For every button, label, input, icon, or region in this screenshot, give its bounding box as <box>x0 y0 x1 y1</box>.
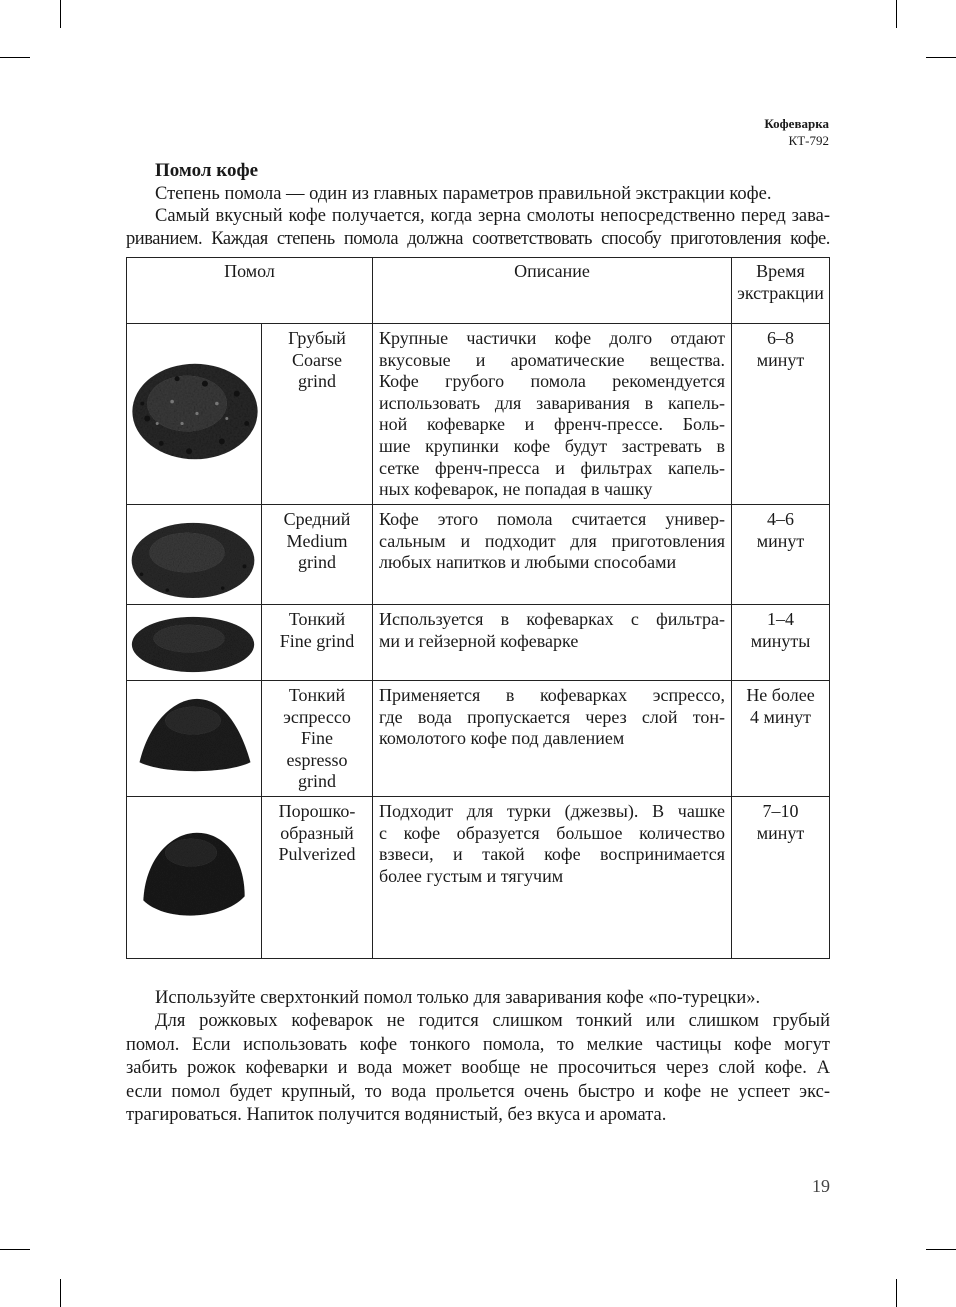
grind-name-line: образный <box>280 822 354 843</box>
grind-table <box>126 257 830 959</box>
header-time-line: Время <box>756 261 805 281</box>
grind-description-cell <box>373 324 732 505</box>
grind-name-cell <box>262 797 373 959</box>
extraction-time-cell <box>732 324 830 505</box>
time-line: Не более <box>746 685 815 705</box>
description-line: где вода пропускается через слой тон- <box>379 706 725 727</box>
description-line: комолотого кофе под давлением <box>379 728 625 749</box>
extraction-time-cell <box>732 605 830 681</box>
crop-mark <box>926 1249 956 1250</box>
time-line: минуты <box>750 630 811 651</box>
description-line: Подходит для турки (джезвы). В чашке <box>379 801 725 821</box>
description-line: взвеси, и такой кофе воспринимается <box>379 844 725 865</box>
grind-name-line: grind <box>298 371 336 392</box>
grind-name-line: Pulverized <box>278 844 356 865</box>
coarse-grind-image <box>127 324 261 504</box>
time-line: 7–10 <box>762 801 799 821</box>
turkish-note: Используйте сверхтонкий помол только для заваривания кофе «по-турецки». <box>155 988 761 1008</box>
description-line: Применяется в кофеварках эспрессо, <box>379 685 725 705</box>
time-line: минут <box>756 822 805 843</box>
description-line: более густым и тягучим <box>379 865 564 886</box>
grind-name-cell <box>262 324 373 505</box>
header-model: КТ-792 <box>788 133 829 148</box>
grind-name-line: Medium <box>286 530 348 551</box>
description-line: Крупные частички кофе долго отдают <box>379 328 725 348</box>
header-description: Описание <box>373 258 732 324</box>
table-row <box>127 797 830 959</box>
grind-description-cell <box>373 605 732 681</box>
grind-description-cell <box>373 505 732 605</box>
grind-name-line: Тонкий <box>288 609 346 629</box>
grind-description-cell <box>373 681 732 797</box>
espresso-grind-image <box>127 681 261 796</box>
grind-name-line: Coarse <box>292 349 342 370</box>
pulverized-grind-image <box>127 797 261 958</box>
text-line: забить рожок кофеварки и вода может вообще не просочиться через слой кофе. А <box>126 1058 830 1078</box>
table-header-row <box>127 258 830 324</box>
crop-mark <box>926 57 956 58</box>
crop-mark <box>60 1279 61 1307</box>
fine-grind-image <box>127 605 261 680</box>
crop-mark <box>0 57 30 58</box>
table-row <box>127 324 830 505</box>
extraction-time-cell <box>732 505 830 605</box>
grind-image-cell <box>127 681 262 797</box>
page-number: 19 <box>812 1176 830 1196</box>
table-row <box>127 505 830 605</box>
grind-name-cell <box>262 505 373 605</box>
table-row <box>127 605 830 681</box>
header-time <box>732 258 830 324</box>
grind-image-cell <box>127 324 262 505</box>
description-line: с кофе образуется большое количество <box>379 822 725 843</box>
description-line: сетке френч-пресса и фильтрах капель- <box>379 457 725 478</box>
text-line: если помол будет крупный, то вода прольется очень быстро и кофе не успеет экс- <box>126 1081 830 1102</box>
description-line: ной кофеварке и френч-прессе. Боль- <box>379 414 725 435</box>
grind-name-line: Fine <box>300 728 333 749</box>
time-line: 4–6 <box>767 509 794 529</box>
grind-description-cell <box>373 797 732 959</box>
time-line: минут <box>756 530 805 551</box>
intro-paragraph-1: Степень помола — один из главных параметров правильной экстракции кофе. <box>155 184 772 204</box>
extraction-time-cell <box>732 681 830 797</box>
crop-mark <box>896 0 897 28</box>
grind-image-cell <box>127 797 262 959</box>
grind-name-cell <box>262 605 373 681</box>
text-line: Для рожковых кофеварок не годится слишком тонкий или слишком грубый <box>155 1011 830 1031</box>
description-line: Кофе этого помола считается универ- <box>379 509 725 529</box>
grind-name-cell <box>262 681 373 797</box>
header-time-line: экстракции <box>737 282 824 303</box>
table-row <box>127 681 830 797</box>
text-line: риванием. Каждая степень помола должна соответствовать способу приготовления кофе. <box>126 229 830 249</box>
description-line: сальным и подходит для приготовления <box>379 530 725 551</box>
grind-image-cell <box>127 605 262 681</box>
intro-paragraph-2 <box>126 205 830 251</box>
description-line: любых напитков и любыми способами <box>379 552 677 573</box>
grind-name-line: Тонкий <box>288 685 346 705</box>
description-line: ных кофеварок, не попадая в чашку <box>379 479 653 500</box>
text-line: Самый вкусный кофе получается, когда зерна смолоты непосредственно перед зава- <box>155 206 830 226</box>
text-line: трагироваться. Напиток получится водянистый, без вкуса и аромата. <box>126 1105 667 1125</box>
medium-grind-image <box>127 505 261 604</box>
header-grind: Помол <box>127 258 373 324</box>
crop-mark <box>0 1249 30 1250</box>
espresso-paragraph <box>126 1010 830 1128</box>
grind-name-line: Порошко- <box>278 801 356 821</box>
grind-image-cell <box>127 505 262 605</box>
crop-mark <box>60 0 61 28</box>
header-brand: Кофеварка <box>764 116 829 131</box>
time-line: 1–4 <box>767 609 794 629</box>
grind-name-line: Средний <box>283 509 351 529</box>
grind-name-line: grind <box>298 552 336 573</box>
crop-mark <box>896 1279 897 1307</box>
description-line: использовать для заваривания в капель- <box>379 392 725 413</box>
grind-name-line: Грубый <box>288 328 346 348</box>
description-line: Кофе грубого помола рекомендуется <box>379 371 725 392</box>
section-title: Помол кофе <box>155 160 259 181</box>
description-line: вкусовые и ароматические вещества. <box>379 349 725 370</box>
description-line: ми и гейзерной кофеварке <box>379 630 579 651</box>
description-line: шие крупинки кофе будут застревать в <box>379 435 725 456</box>
extraction-time-cell <box>732 797 830 959</box>
time-line: минут <box>756 349 805 370</box>
grind-name-line: эспрессо <box>283 706 351 727</box>
grind-name-line: grind <box>298 771 336 792</box>
grind-name-line: Fine grind <box>279 630 355 651</box>
time-line: 4 минут <box>749 706 812 727</box>
grind-name-line: espresso <box>286 749 348 770</box>
time-line: 6–8 <box>767 328 794 348</box>
text-line: помол. Если использовать кофе тонкого помола, то мелкие частицы кофе могут <box>126 1034 830 1055</box>
description-line: Используется в кофеварках с фильтра- <box>379 609 725 629</box>
